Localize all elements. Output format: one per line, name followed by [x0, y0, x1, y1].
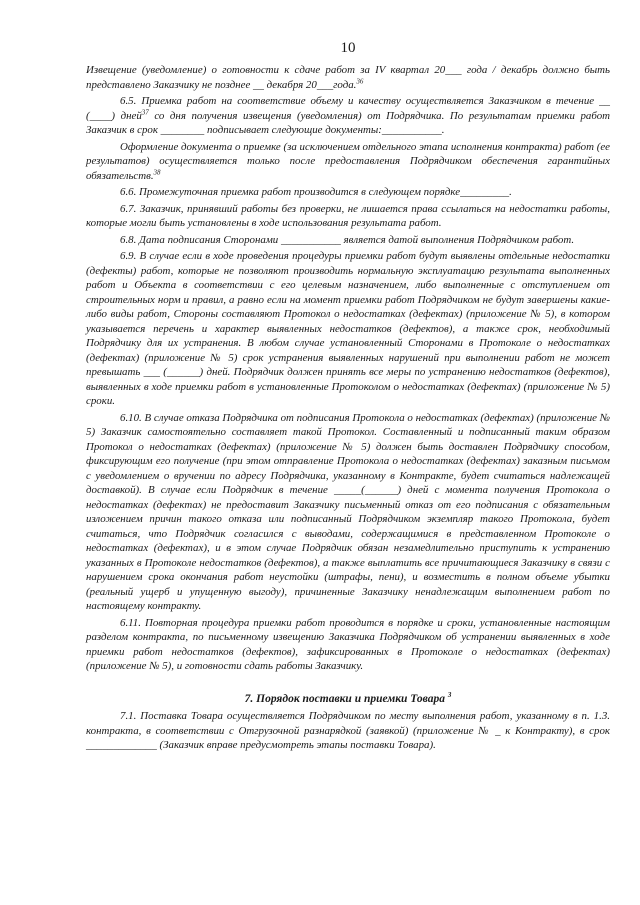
clause-6-7: 6.7. Заказчик, принявший работы без проверки, не лишается права ссылаться на недостатки работы, которые могли быть установлены в ходе использования результата работ. [86, 202, 610, 229]
clause-6-10: 6.10. В случае отказа Подрядчика от подписания Протокола о недостатках (дефектах) (приложение № 5) Заказчик самостоятельно составляет такой Протокол. Составленный и подписанный таким образом Протокол о недостатках (дефектах) (приложение № 5) должен быть доставлен Подрядчику способом, фиксирующим его получение (при этом отправление Протокола о недостатках (дефектах) заказным письмом с уведомлением о вручении по адресу Подрядчика, указанному в Контракте, будет считаться надлежащей доставкой). В случае если Подрядчик в течение _____(______) дней с момента получения Протокола о недостатках (дефектах) не предоставит Заказчику письменный отказ от его подписания с обязательным изложением причин такого отказа или подписанный Подрядчиком экземпляр такого Протокола, будет считаться, что Подрядчик согласился с выводами, содержащимися в представленном Протоколе о недостатках (дефектах), и в этом случае Подрядчик обязан незамедлительно приступить к устранению указанных в Протоколе недостатков (дефектов), а также выплатить все причитающиеся Заказчику в связи с нарушением срока окончания работ неустойки (штрафы, пени), и возместить в полном объеме убытки (реальный ущерб и упущенную выгоду), причиненные Заказчику ненадлежащим выполнением работ по настоящему контракту. [86, 411, 610, 612]
footnote-ref: 36 [356, 76, 364, 85]
footnote-ref: 3 [447, 690, 452, 699]
clause-6-8: 6.8. Дата подписания Сторонами ___________ является датой выполнения Подрядчиком работ. [120, 233, 575, 246]
section-7-heading: 7. Порядок поставки и приемки Товара $^3$ [244, 690, 452, 705]
acceptance-document-paragraph: Оформление документа о приемке (за исключением отдельного этапа исполнения контракта) работ (ее результатов) осуществляется только после предоставления Подрядчиком обеспечения гарантийных обязательств.$^{38}$ [86, 140, 610, 182]
clause-6-6: 6.6. Промежуточная приемка работ производится в следующем порядке_________. [120, 186, 512, 198]
footnote-ref: 38 [153, 167, 161, 176]
clause-6-5: 6.5. Приемка работ на соответствие объему и качеству осуществляется Заказчиком в течение __ (____) дней$^{37}$ со дня получения извещения (уведомления) от Подрядчика. По результатам приемки работ Заказчик в срок ________ подписывает следующие документы:___________. [86, 95, 611, 136]
page-number: 10 [340, 40, 356, 56]
document-body [86, 63, 610, 753]
notice-deadline-paragraph: Извещение (уведомление) о готовности к сдаче работ за IV квартал 20___ года / декабрь должно быть представлено Заказчику не позднее __ декабря 20___года.$^{36}$ [86, 64, 610, 91]
clause-6-9: 6.9. В случае если в ходе проведения процедуры приемки работ будут выявлены отдельные недостатки (дефекты) работ, которые не позволяют производить нормальную эксплуатацию результата выполненных работ и Объекта в соответствии с его целевым назначением, либо выполненные с отступлением от строительных норм и правил, а равно если на момент приемки работ Подрядчиком не будут завершены какие-либо виды работ, Стороны составляют Протокол о недостатках (дефектах) (приложение № 5), в котором указывается перечень и характер выявленных недостатков (дефектов), а также срок, необходимый Подрядчику для их устранения. В любом случае установленный Сторонами в Протоколе о недостатках (дефектах) (приложение № 5) срок устранения выявленных нарушений при выполнении работ не может превышать ___ (______) дней. Подрядчик должен принять все меры по устранению недостатков (дефектов), выявленных в ходе приемки работ в установленные Протоколом о недостатках (дефектах) (приложение № 5) сроки. [86, 250, 610, 407]
clause-7-1: 7.1. Поставка Товара осуществляется Подрядчиком по месту выполнения работ, указанному в п. 1.3. контракта, в соответствии с Отгрузочной разнарядкой (заявкой) (приложение № _ к Контракту), в срок _____________ (Заказчик вправе предусмотреть этапы поставки Товара). [86, 710, 610, 751]
footnote-ref: 37 [141, 107, 149, 116]
clause-6-11: 6.11. Повторная процедура приемки работ проводится в порядке и сроки, установленные настоящим разделом контракта, по письменному извещению Заказчика Подрядчиком об устранении выявленных в ходе приемки работ недостатков (дефектов), зафиксированных в Протоколе о недостатках (дефектах) (приложение № 5), и готовности сдать работы Заказчику. [86, 616, 610, 672]
